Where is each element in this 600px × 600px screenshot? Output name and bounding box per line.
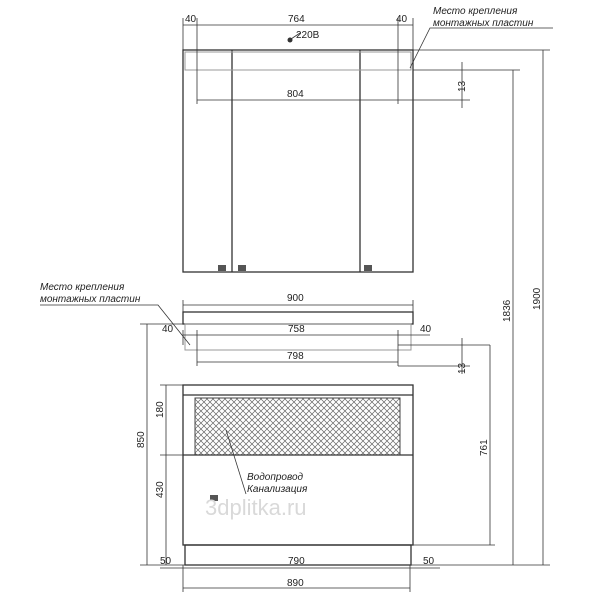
vanity-dim-base-left: 50: [160, 556, 172, 567]
cabinet-dim-inner: 804: [287, 89, 304, 100]
vanity-dim-base-right: 50: [423, 556, 435, 567]
vanity-dim-inner: 798: [287, 351, 304, 362]
drawer-mesh: [195, 398, 400, 455]
mirror-cabinet: [183, 50, 413, 272]
vanity-dim-base-total: 890: [287, 578, 304, 589]
vanity-dim-430: 430: [155, 481, 166, 498]
vanity-dim-180: 180: [155, 401, 166, 418]
vanity-dim-13: 13: [457, 362, 468, 374]
utilities-note-line2: Канализация: [247, 484, 308, 495]
mount-note-top-line2: монтажных пластин: [433, 18, 534, 29]
vanity-dim-right: 40: [420, 324, 432, 335]
dim-1836: 1836: [502, 299, 513, 322]
cabinet-foot-left: [218, 265, 226, 271]
vanity-dim-761: 761: [479, 439, 490, 456]
watermark: 3dplitka.ru: [205, 495, 307, 520]
cabinet-top-panel: [185, 52, 411, 70]
cabinet-dim-left: 40: [185, 14, 197, 25]
overall-height-dimensions: [410, 50, 550, 565]
vanity-unit: [183, 312, 413, 565]
cabinet-foot-right: [364, 265, 372, 271]
cabinet-dim-13: 13: [457, 80, 468, 92]
cabinet-outline: [183, 50, 413, 272]
vanity-dim-850: 850: [136, 431, 147, 448]
vanity-top-dimensions: [183, 300, 430, 366]
mount-note-left-line1: Место крепления: [40, 282, 125, 293]
dim-1900: 1900: [532, 287, 543, 310]
vanity-countertop: [183, 312, 413, 324]
utilities-note-line1: Водопровод: [247, 472, 304, 483]
vanity-dim-center: 758: [288, 324, 305, 335]
cabinet-dim-center: 764: [288, 14, 305, 25]
cabinet-foot-mid: [238, 265, 246, 271]
mount-note-top-line1: Место крепления: [433, 6, 518, 17]
mount-note-left-line2: монтажных пластин: [40, 294, 141, 305]
vanity-dim-total: 900: [287, 293, 304, 304]
voltage-label: 220В: [296, 30, 320, 41]
vanity-13-dimension: [398, 338, 490, 374]
vanity-dim-left: 40: [162, 324, 174, 335]
vanity-dim-base-center: 790: [288, 556, 305, 567]
cabinet-dim-right: 40: [396, 14, 408, 25]
